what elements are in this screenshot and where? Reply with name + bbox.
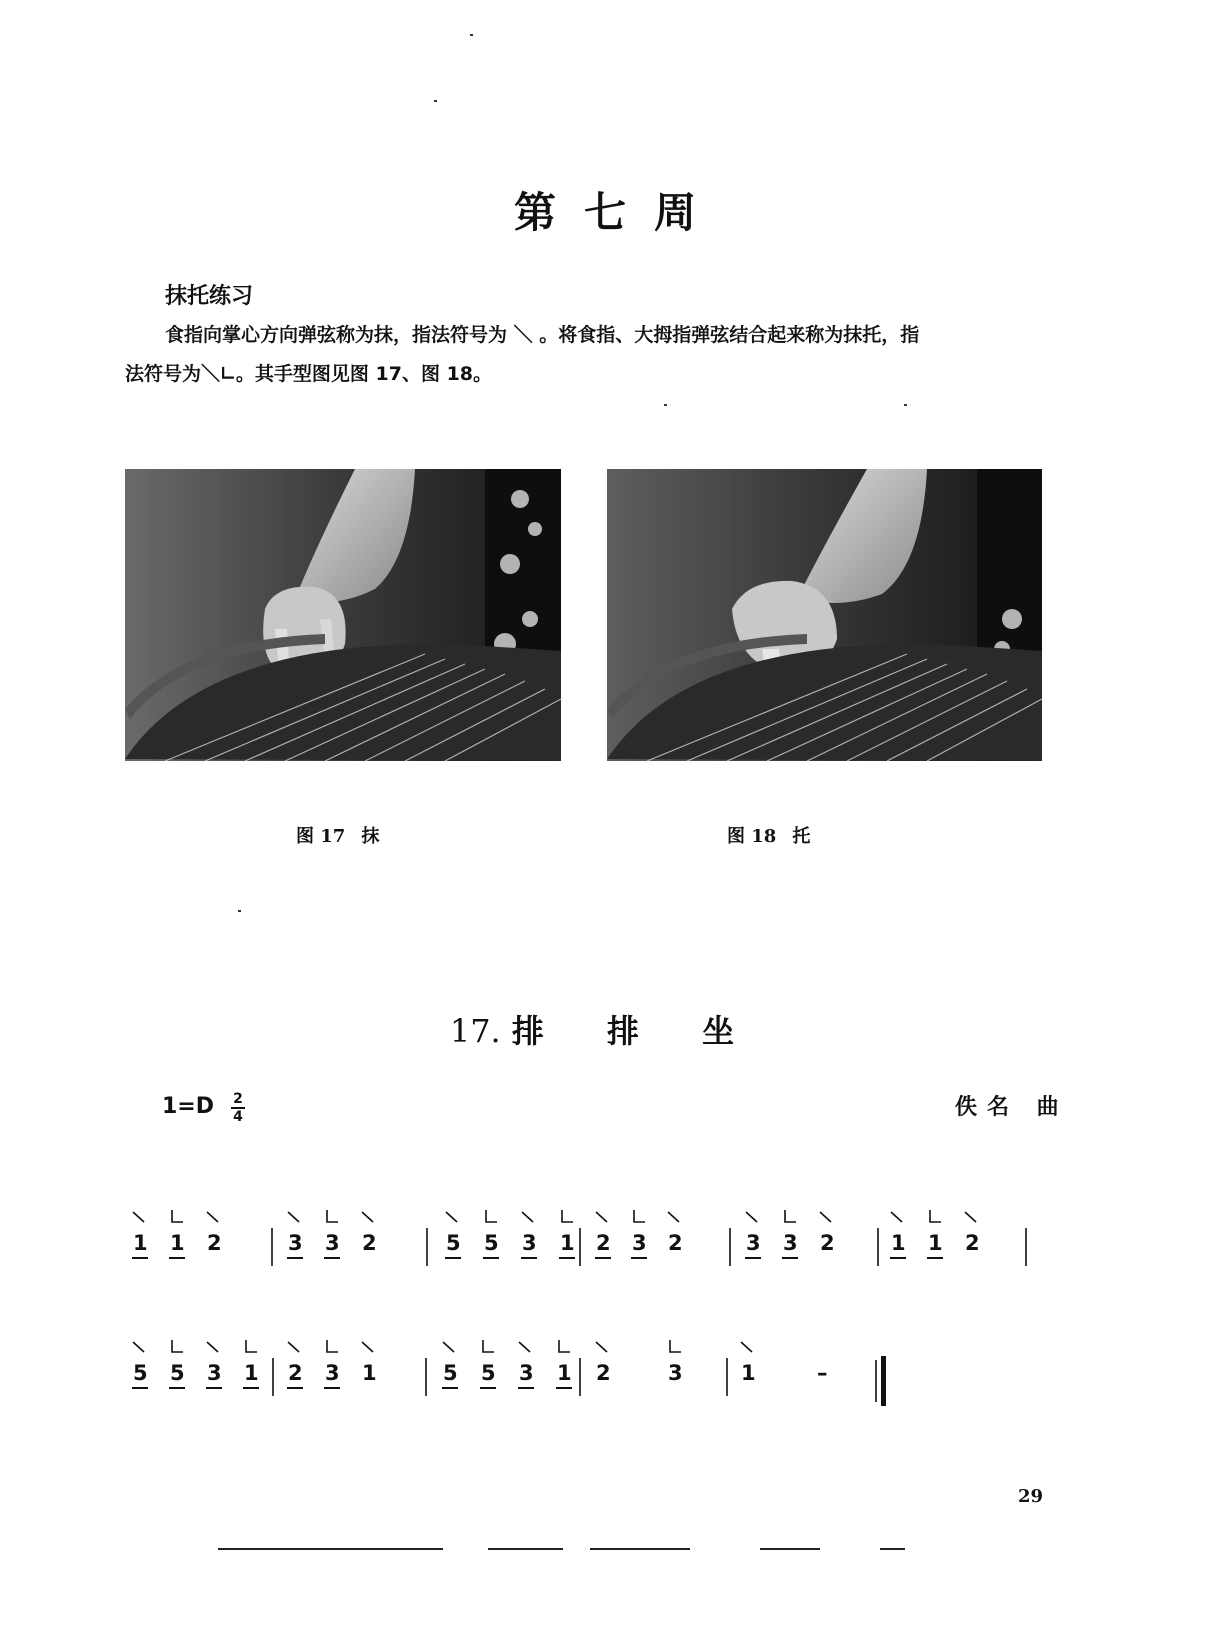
- note: 2: [596, 1231, 611, 1255]
- mo-symbol: [207, 1342, 218, 1352]
- photo-figure-18: [607, 469, 1042, 761]
- composer-credit: 佚名 曲: [955, 1095, 1069, 1120]
- footer-rule: [488, 1548, 563, 1550]
- note: 3: [632, 1231, 647, 1255]
- tuo-symbol: [559, 1340, 570, 1352]
- final-barline-thick: [881, 1356, 886, 1406]
- mo-symbol: [596, 1212, 607, 1222]
- note: 5: [484, 1231, 499, 1255]
- mo-symbol: [519, 1342, 530, 1352]
- note: 2: [207, 1231, 222, 1255]
- tuo-symbol: [930, 1210, 941, 1222]
- note: 5: [481, 1361, 496, 1385]
- note: 1: [170, 1231, 185, 1255]
- tuo-symbol: [486, 1210, 497, 1222]
- note: 2: [965, 1231, 980, 1255]
- note: 1: [560, 1231, 575, 1255]
- mo-symbol: [820, 1212, 831, 1222]
- song-name: 排 排 坐: [511, 1012, 761, 1050]
- notation-row-1: [0, 1200, 1210, 1290]
- mo-symbol: [133, 1212, 144, 1222]
- footer-rule: [218, 1548, 443, 1550]
- note: 5: [133, 1361, 148, 1385]
- tuo-symbol: [327, 1210, 338, 1222]
- caption-name: 抹: [361, 826, 380, 847]
- tuo-symbol: [246, 1340, 257, 1352]
- note: 3: [519, 1361, 534, 1385]
- song-title: [0, 1006, 1210, 1052]
- mo-symbol: [288, 1212, 299, 1222]
- mo-symbol: [446, 1212, 457, 1222]
- chapter-title: 第七周: [513, 188, 724, 237]
- note: 1: [928, 1231, 943, 1255]
- tuo-symbol: [172, 1340, 183, 1352]
- mo-symbol: [596, 1342, 607, 1352]
- mo-symbol: [741, 1342, 752, 1352]
- paragraph-line-1: 食指向掌心方向弹弦称为抹，指法符号为 ＼ 。将食指、大拇指弹弦结合起来称为抹托，指: [165, 324, 920, 346]
- paragraph-line-2: 法符号为＼∟。其手型图见图 17、图 18。: [125, 363, 493, 385]
- note: 1: [133, 1231, 148, 1255]
- mo-symbol: [362, 1212, 373, 1222]
- photo-figure-17: [125, 469, 561, 761]
- scan-speck: [470, 34, 473, 36]
- tuo-symbol: [670, 1340, 681, 1352]
- mo-symbol: [891, 1212, 902, 1222]
- caption-name: 托: [792, 826, 811, 847]
- mo-symbol: [965, 1212, 976, 1222]
- note: 5: [443, 1361, 458, 1385]
- note: 2: [288, 1361, 303, 1385]
- note: 1: [557, 1361, 572, 1385]
- mo-symbol: [288, 1342, 299, 1352]
- caption-figure-17: [296, 822, 379, 848]
- section-heading: 抹托练习: [165, 284, 254, 309]
- note: 2: [362, 1231, 377, 1255]
- time-signature-bottom: 4: [233, 1109, 243, 1125]
- scan-speck: [434, 100, 437, 102]
- note: –: [817, 1361, 828, 1385]
- note: 3: [746, 1231, 761, 1255]
- scan-speck: [664, 404, 667, 406]
- mo-symbol: [443, 1342, 454, 1352]
- time-signature-top: 2: [233, 1091, 243, 1107]
- note: 3: [783, 1231, 798, 1255]
- tuo-symbol: [172, 1210, 183, 1222]
- tuo-symbol: [483, 1340, 494, 1352]
- tuo-symbol: [785, 1210, 796, 1222]
- scan-speck: [238, 910, 241, 912]
- note: 1: [891, 1231, 906, 1255]
- note: 5: [446, 1231, 461, 1255]
- mo-symbol: [207, 1212, 218, 1222]
- mo-symbol: [522, 1212, 533, 1222]
- notation-row-2: [0, 1330, 1210, 1420]
- note: 3: [668, 1361, 683, 1385]
- tuo-symbol: [562, 1210, 573, 1222]
- note: 3: [325, 1361, 340, 1385]
- tuo-symbol: [327, 1340, 338, 1352]
- caption-figure-18: [727, 822, 810, 848]
- song-number: 17.: [449, 1012, 501, 1050]
- caption-label: 图 18: [727, 826, 777, 847]
- mo-symbol: [746, 1212, 757, 1222]
- page-number: 29: [1018, 1486, 1044, 1507]
- note: 5: [170, 1361, 185, 1385]
- footer-rule: [590, 1548, 690, 1550]
- note: 1: [362, 1361, 377, 1385]
- note: 3: [288, 1231, 303, 1255]
- note: 2: [596, 1361, 611, 1385]
- note: 2: [820, 1231, 835, 1255]
- key-signature: 1=D: [162, 1094, 215, 1119]
- note: 1: [741, 1361, 756, 1385]
- footer-rule: [760, 1548, 820, 1550]
- mo-symbol: [668, 1212, 679, 1222]
- note: 3: [325, 1231, 340, 1255]
- footer-rule: [880, 1548, 905, 1550]
- time-signature: [228, 1092, 248, 1124]
- note: 3: [522, 1231, 537, 1255]
- tuo-symbol: [634, 1210, 645, 1222]
- caption-label: 图 17: [296, 826, 346, 847]
- note: 1: [244, 1361, 259, 1385]
- note: 2: [668, 1231, 683, 1255]
- scan-speck: [904, 404, 907, 406]
- note: 3: [207, 1361, 222, 1385]
- mo-symbol: [133, 1342, 144, 1352]
- mo-symbol: [362, 1342, 373, 1352]
